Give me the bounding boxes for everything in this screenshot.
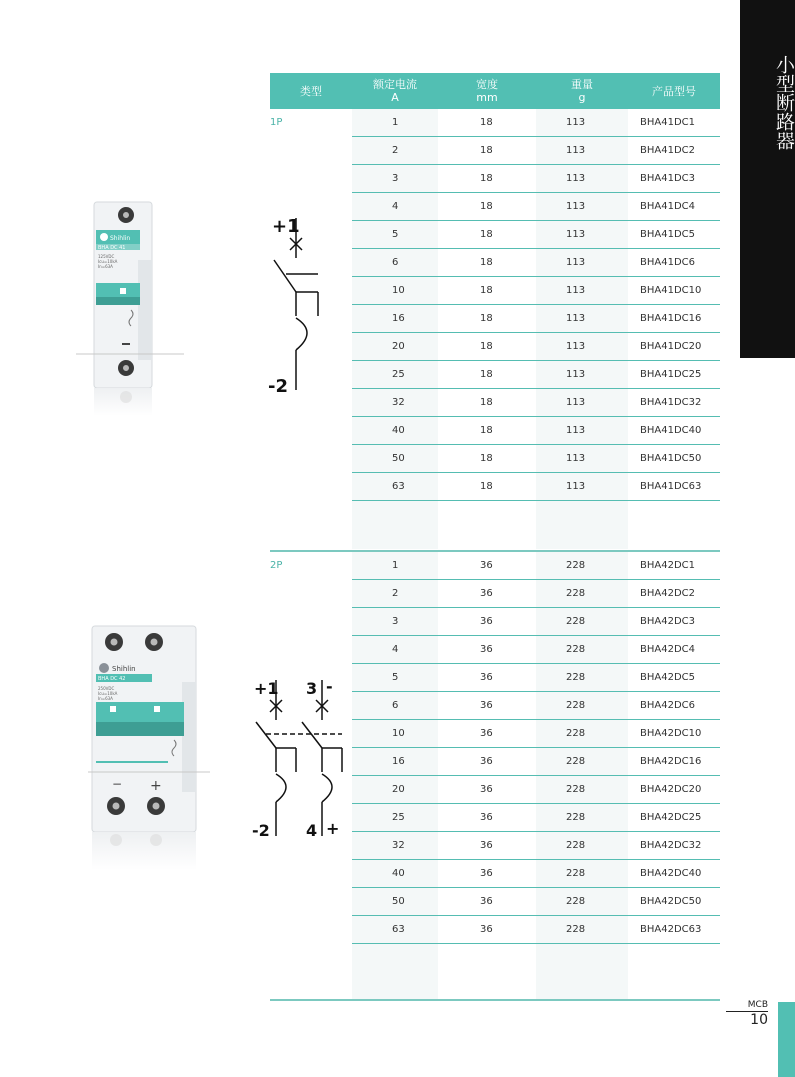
cell-weight: 113 <box>566 117 586 128</box>
table-row <box>352 748 720 776</box>
table-row <box>352 333 720 361</box>
breaker-2p-spec-2: Icu=10kA <box>98 691 118 696</box>
empty-cell <box>536 501 628 549</box>
cell-current: 5 <box>392 672 399 683</box>
cell-weight: 113 <box>566 145 586 156</box>
cell-model: BHA41DC40 <box>640 425 702 436</box>
cell-width: 18 <box>480 145 493 156</box>
section-type-label: 2P <box>270 560 283 571</box>
cell-weight: 228 <box>566 784 586 795</box>
cell-width: 36 <box>480 812 493 823</box>
breaker-2p-spec-3: In=63A <box>98 696 113 701</box>
cell-model: BHA42DC50 <box>640 896 702 907</box>
cell-current: 50 <box>392 453 405 464</box>
cell-weight: 228 <box>566 644 586 655</box>
cell-current: 6 <box>392 700 399 711</box>
cell-model: BHA41DC63 <box>640 481 702 492</box>
section-2p <box>270 552 720 999</box>
cell-model: BHA42DC40 <box>640 868 702 879</box>
cell-weight: 228 <box>566 616 586 627</box>
cell-model: BHA42DC5 <box>640 672 695 683</box>
cell-width: 18 <box>480 397 493 408</box>
cell-model: BHA42DC32 <box>640 840 702 851</box>
cell-width: 36 <box>480 644 493 655</box>
symbol-2p-bottom-right-sign: + <box>326 819 340 838</box>
cell-current: 4 <box>392 201 399 212</box>
cell-model: BHA42DC1 <box>640 560 695 571</box>
symbol-1p-top: +1 <box>272 216 300 237</box>
cell-model: BHA41DC3 <box>640 173 695 184</box>
table-row <box>352 832 720 860</box>
cell-current: 2 <box>392 588 399 599</box>
cell-weight: 228 <box>566 588 586 599</box>
cell-model: BHA41DC16 <box>640 313 702 324</box>
table-row <box>352 692 720 720</box>
cell-model: BHA41DC25 <box>640 369 702 380</box>
cell-current: 16 <box>392 313 405 324</box>
cell-width: 18 <box>480 481 493 492</box>
cell-width: 36 <box>480 784 493 795</box>
cell-current: 16 <box>392 756 405 767</box>
cell-model: BHA41DC20 <box>640 341 702 352</box>
cell-current: 1 <box>392 560 399 571</box>
cell-width: 36 <box>480 588 493 599</box>
cell-width: 36 <box>480 868 493 879</box>
cell-width: 36 <box>480 756 493 767</box>
cell-model: BHA42DC63 <box>640 924 702 935</box>
breaker-2p-plus: + <box>150 778 162 794</box>
breaker-1p-spec-2: Icu=10kA <box>98 259 118 264</box>
table-row <box>352 361 720 389</box>
cell-weight: 113 <box>566 313 586 324</box>
cell-width: 18 <box>480 201 493 212</box>
cell-weight: 113 <box>566 257 586 268</box>
symbol-1p-bottom: -2 <box>268 376 288 394</box>
cell-width: 18 <box>480 257 493 268</box>
table-row <box>352 445 720 473</box>
symbol-2p-top-right-sign: - <box>326 677 333 696</box>
table-row <box>352 473 720 501</box>
header-current: 额定电流 A <box>373 78 417 104</box>
table-row <box>352 193 720 221</box>
cell-weight: 113 <box>566 425 586 436</box>
breaker-2p-spec-1: 250VDC <box>98 686 115 691</box>
table-row <box>352 720 720 748</box>
cell-weight: 113 <box>566 453 586 464</box>
cell-model: BHA41DC2 <box>640 145 695 156</box>
cell-current: 25 <box>392 369 405 380</box>
table-row <box>352 389 720 417</box>
cell-width: 18 <box>480 453 493 464</box>
cell-current: 25 <box>392 812 405 823</box>
symbol-2p-top-right: 3 <box>306 679 318 698</box>
breaker-2p-minus: − <box>112 777 123 791</box>
table-row <box>352 165 720 193</box>
cell-current: 63 <box>392 481 405 492</box>
cell-model: BHA42DC4 <box>640 644 695 655</box>
cell-model: BHA42DC3 <box>640 616 695 627</box>
cell-weight: 228 <box>566 672 586 683</box>
empty-cell <box>352 501 438 549</box>
cell-width: 36 <box>480 728 493 739</box>
cell-current: 3 <box>392 616 399 627</box>
breaker-2p-model: BHA DC 42 <box>98 676 126 682</box>
cell-weight: 228 <box>566 896 586 907</box>
cell-current: 63 <box>392 924 405 935</box>
cell-model: BHA42DC10 <box>640 728 702 739</box>
cell-weight: 228 <box>566 700 586 711</box>
breaker-1p-image <box>76 200 184 418</box>
table-row <box>352 249 720 277</box>
cell-width: 18 <box>480 285 493 296</box>
cell-weight: 113 <box>566 369 586 380</box>
cell-width: 36 <box>480 560 493 571</box>
table-row <box>352 109 720 137</box>
cell-weight: 113 <box>566 285 586 296</box>
cell-weight: 228 <box>566 728 586 739</box>
table-row <box>352 221 720 249</box>
cell-model: BHA42DC25 <box>640 812 702 823</box>
cell-current: 2 <box>392 145 399 156</box>
cell-current: 10 <box>392 285 405 296</box>
breaker-1p-model: BHA DC 41 <box>98 245 126 251</box>
cell-model: BHA42DC2 <box>640 588 695 599</box>
cell-current: 32 <box>392 397 405 408</box>
section-1p <box>270 109 720 550</box>
table-row <box>352 888 720 916</box>
cell-weight: 113 <box>566 397 586 408</box>
table-row <box>352 776 720 804</box>
header-type: 类型 <box>300 84 322 98</box>
symbol-2p-bottom-right: 4 <box>306 821 318 840</box>
cell-weight: 228 <box>566 756 586 767</box>
cell-current: 32 <box>392 840 405 851</box>
cell-weight: 113 <box>566 341 586 352</box>
table-row <box>352 860 720 888</box>
cell-model: BHA41DC6 <box>640 257 695 268</box>
cell-weight: 228 <box>566 868 586 879</box>
side-tab-title: 小型断路器 <box>773 55 795 150</box>
breaker-1p-spec-1: 125VDC <box>98 254 115 259</box>
cell-model: BHA41DC50 <box>640 453 702 464</box>
empty-cell <box>352 944 438 999</box>
cell-width: 18 <box>480 173 493 184</box>
page-number: 10 <box>750 1012 768 1028</box>
header-width: 宽度 mm <box>476 78 498 104</box>
table-row <box>352 552 720 580</box>
table-row <box>352 580 720 608</box>
cell-width: 18 <box>480 229 493 240</box>
cell-current: 20 <box>392 341 405 352</box>
cell-model: BHA42DC16 <box>640 756 702 767</box>
cell-width: 18 <box>480 313 493 324</box>
table-row <box>352 417 720 445</box>
table-row <box>352 916 720 944</box>
cell-model: BHA41DC10 <box>640 285 702 296</box>
symbol-2p-bottom-left: -2 <box>252 821 270 840</box>
cell-current: 50 <box>392 896 405 907</box>
cell-model: BHA41DC32 <box>640 397 702 408</box>
cell-width: 36 <box>480 700 493 711</box>
breaker-1p-spec-3: In=63A <box>98 264 113 269</box>
section-type-label: 1P <box>270 117 283 128</box>
cell-width: 18 <box>480 341 493 352</box>
cell-width: 36 <box>480 840 493 851</box>
header-weight: 重量 g <box>571 78 593 104</box>
table-row <box>352 305 720 333</box>
cell-width: 18 <box>480 369 493 380</box>
cell-weight: 113 <box>566 229 586 240</box>
cell-current: 3 <box>392 173 399 184</box>
cell-current: 1 <box>392 117 399 128</box>
cell-model: BHA42DC6 <box>640 700 695 711</box>
cell-weight: 228 <box>566 840 586 851</box>
page-footer <box>726 1000 768 1028</box>
breaker-1p-brand: Shihlin <box>110 235 131 242</box>
cell-width: 36 <box>480 924 493 935</box>
table-row <box>352 636 720 664</box>
cell-current: 5 <box>392 229 399 240</box>
empty-cell <box>536 944 628 999</box>
table-row <box>352 137 720 165</box>
breaker-2p-brand: Shihlin <box>112 665 136 673</box>
table-row <box>352 804 720 832</box>
cell-current: 40 <box>392 868 405 879</box>
table-header <box>270 73 720 109</box>
cell-current: 10 <box>392 728 405 739</box>
cell-width: 36 <box>480 896 493 907</box>
cell-width: 18 <box>480 425 493 436</box>
cell-weight: 228 <box>566 560 586 571</box>
cell-width: 18 <box>480 117 493 128</box>
section-1p-rows <box>352 109 720 501</box>
cell-model: BHA41DC5 <box>640 229 695 240</box>
spec-table <box>270 73 720 999</box>
table-row <box>352 277 720 305</box>
cell-weight: 228 <box>566 812 586 823</box>
section-2p-rows <box>352 552 720 944</box>
cell-current: 4 <box>392 644 399 655</box>
cell-weight: 113 <box>566 481 586 492</box>
footer-label: MCB <box>726 1000 768 1012</box>
side-tab <box>740 0 795 358</box>
header-model: 产品型号 <box>652 84 696 98</box>
cell-width: 36 <box>480 616 493 627</box>
cell-weight: 113 <box>566 173 586 184</box>
cell-model: BHA42DC20 <box>640 784 702 795</box>
cell-weight: 113 <box>566 201 586 212</box>
table-bottom-line <box>270 999 720 1001</box>
breaker-2p-image <box>84 622 214 872</box>
cell-current: 40 <box>392 425 405 436</box>
cell-width: 36 <box>480 672 493 683</box>
cell-current: 6 <box>392 257 399 268</box>
cell-weight: 228 <box>566 924 586 935</box>
symbol-2p-top-left: +1 <box>254 679 279 698</box>
cell-model: BHA41DC1 <box>640 117 695 128</box>
footer-accent-tab <box>778 1002 795 1077</box>
cell-model: BHA41DC4 <box>640 201 695 212</box>
cell-current: 20 <box>392 784 405 795</box>
table-row <box>352 664 720 692</box>
table-row <box>352 608 720 636</box>
